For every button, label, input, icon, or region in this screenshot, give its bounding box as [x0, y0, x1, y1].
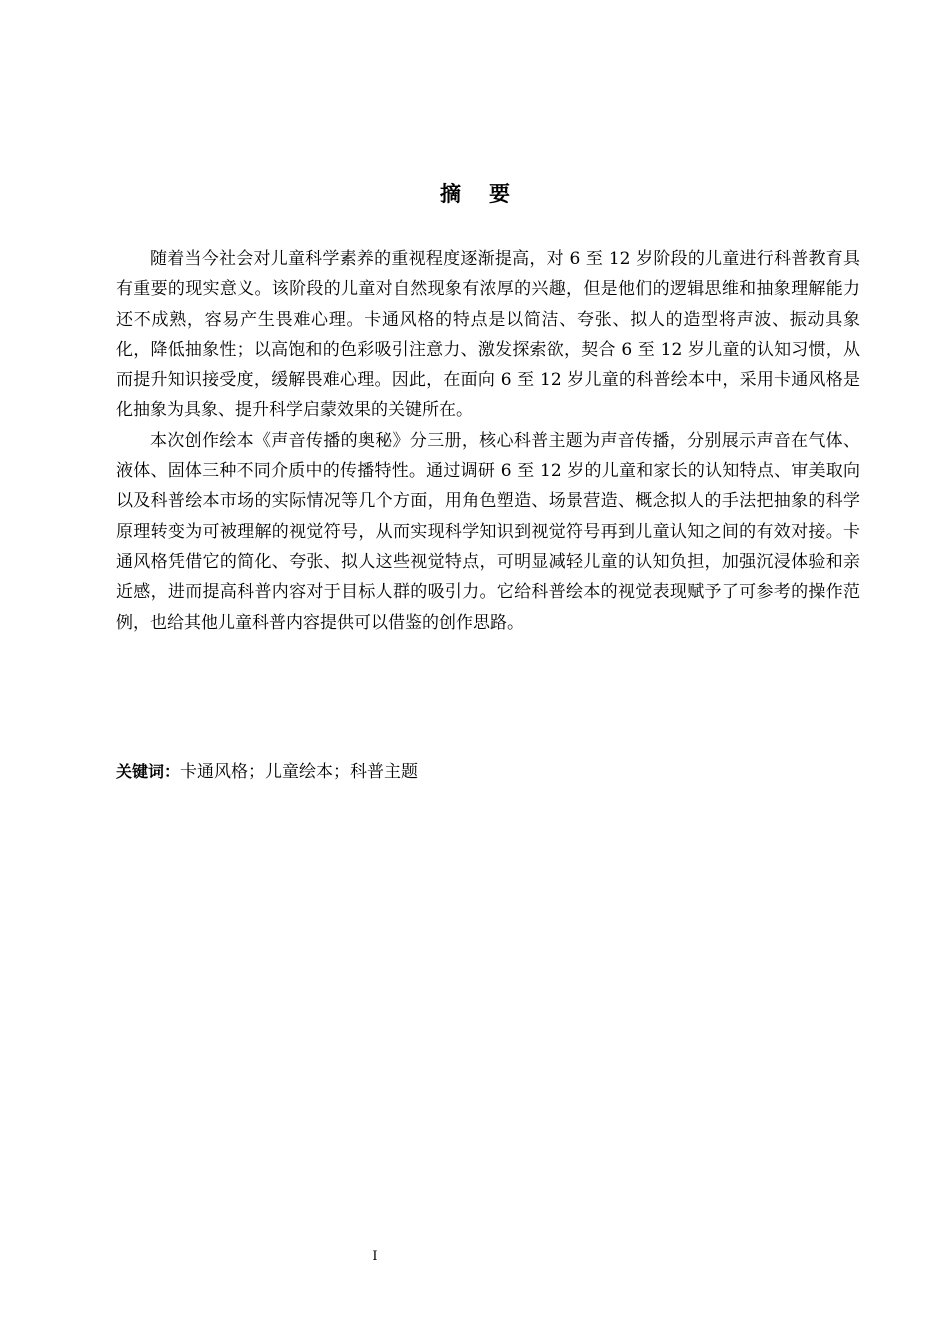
abstract-paragraph-2: 本次创作绘本《声音传播的奥秘》分三册，核心科普主题为声音传播，分别展示声音在气体、液体、固体三种不同介质中的传播特性。通过调研 6 至 12 岁的儿童和家长的认知特点、审美取向以及科普绘本市场的实际情况等几个方面，用角色塑造、场景营造、概念拟人的手法把抽象的科学原理转变为可被理解的视觉符号，从而实现科学知识到视觉符号再到儿童认知之间的有效对接。卡通风格凭借它的简化、夸张、拟人这些视觉特点，可明显减轻儿童的认知负担，加强沉浸体验和亲近感，进而提高科普内容对于目标人群的吸引力。它给科普绘本的视觉表现赋予了可参考的操作范例，也给其他儿童科普内容提供可以借鉴的创作思路。 [116, 430, 860, 633]
keywords-line [116, 760, 860, 784]
page-number: I [372, 1249, 378, 1264]
keywords-label: 关键词： [116, 762, 181, 781]
page-title: 摘要 [440, 182, 538, 206]
abstract-paragraph-1: 随着当今社会对儿童科学素养的重视程度逐渐提高，对 6 至 12 岁阶段的儿童进行科普教育具有重要的现实意义。该阶段的儿童对自然现象有浓厚的兴趣，但是他们的逻辑思维和抽象理解能力还不成熟，容易产生畏难心理。卡通风格的特点是以简洁、夸张、拟人的造型将声波、振动具象化，降低抽象性；以高饱和的色彩吸引注意力、激发探索欲，契合 6 至 12 岁儿童的认知习惯，从而提升知识接受度，缓解畏难心理。因此，在面向 6 至 12 岁儿童的科普绘本中，采用卡通风格是化抽象为具象、提升科学启蒙效果的关键所在。 [116, 249, 860, 421]
abstract-body [116, 244, 860, 638]
keywords-value: 卡通风格；儿童绘本；科普主题 [180, 762, 419, 782]
